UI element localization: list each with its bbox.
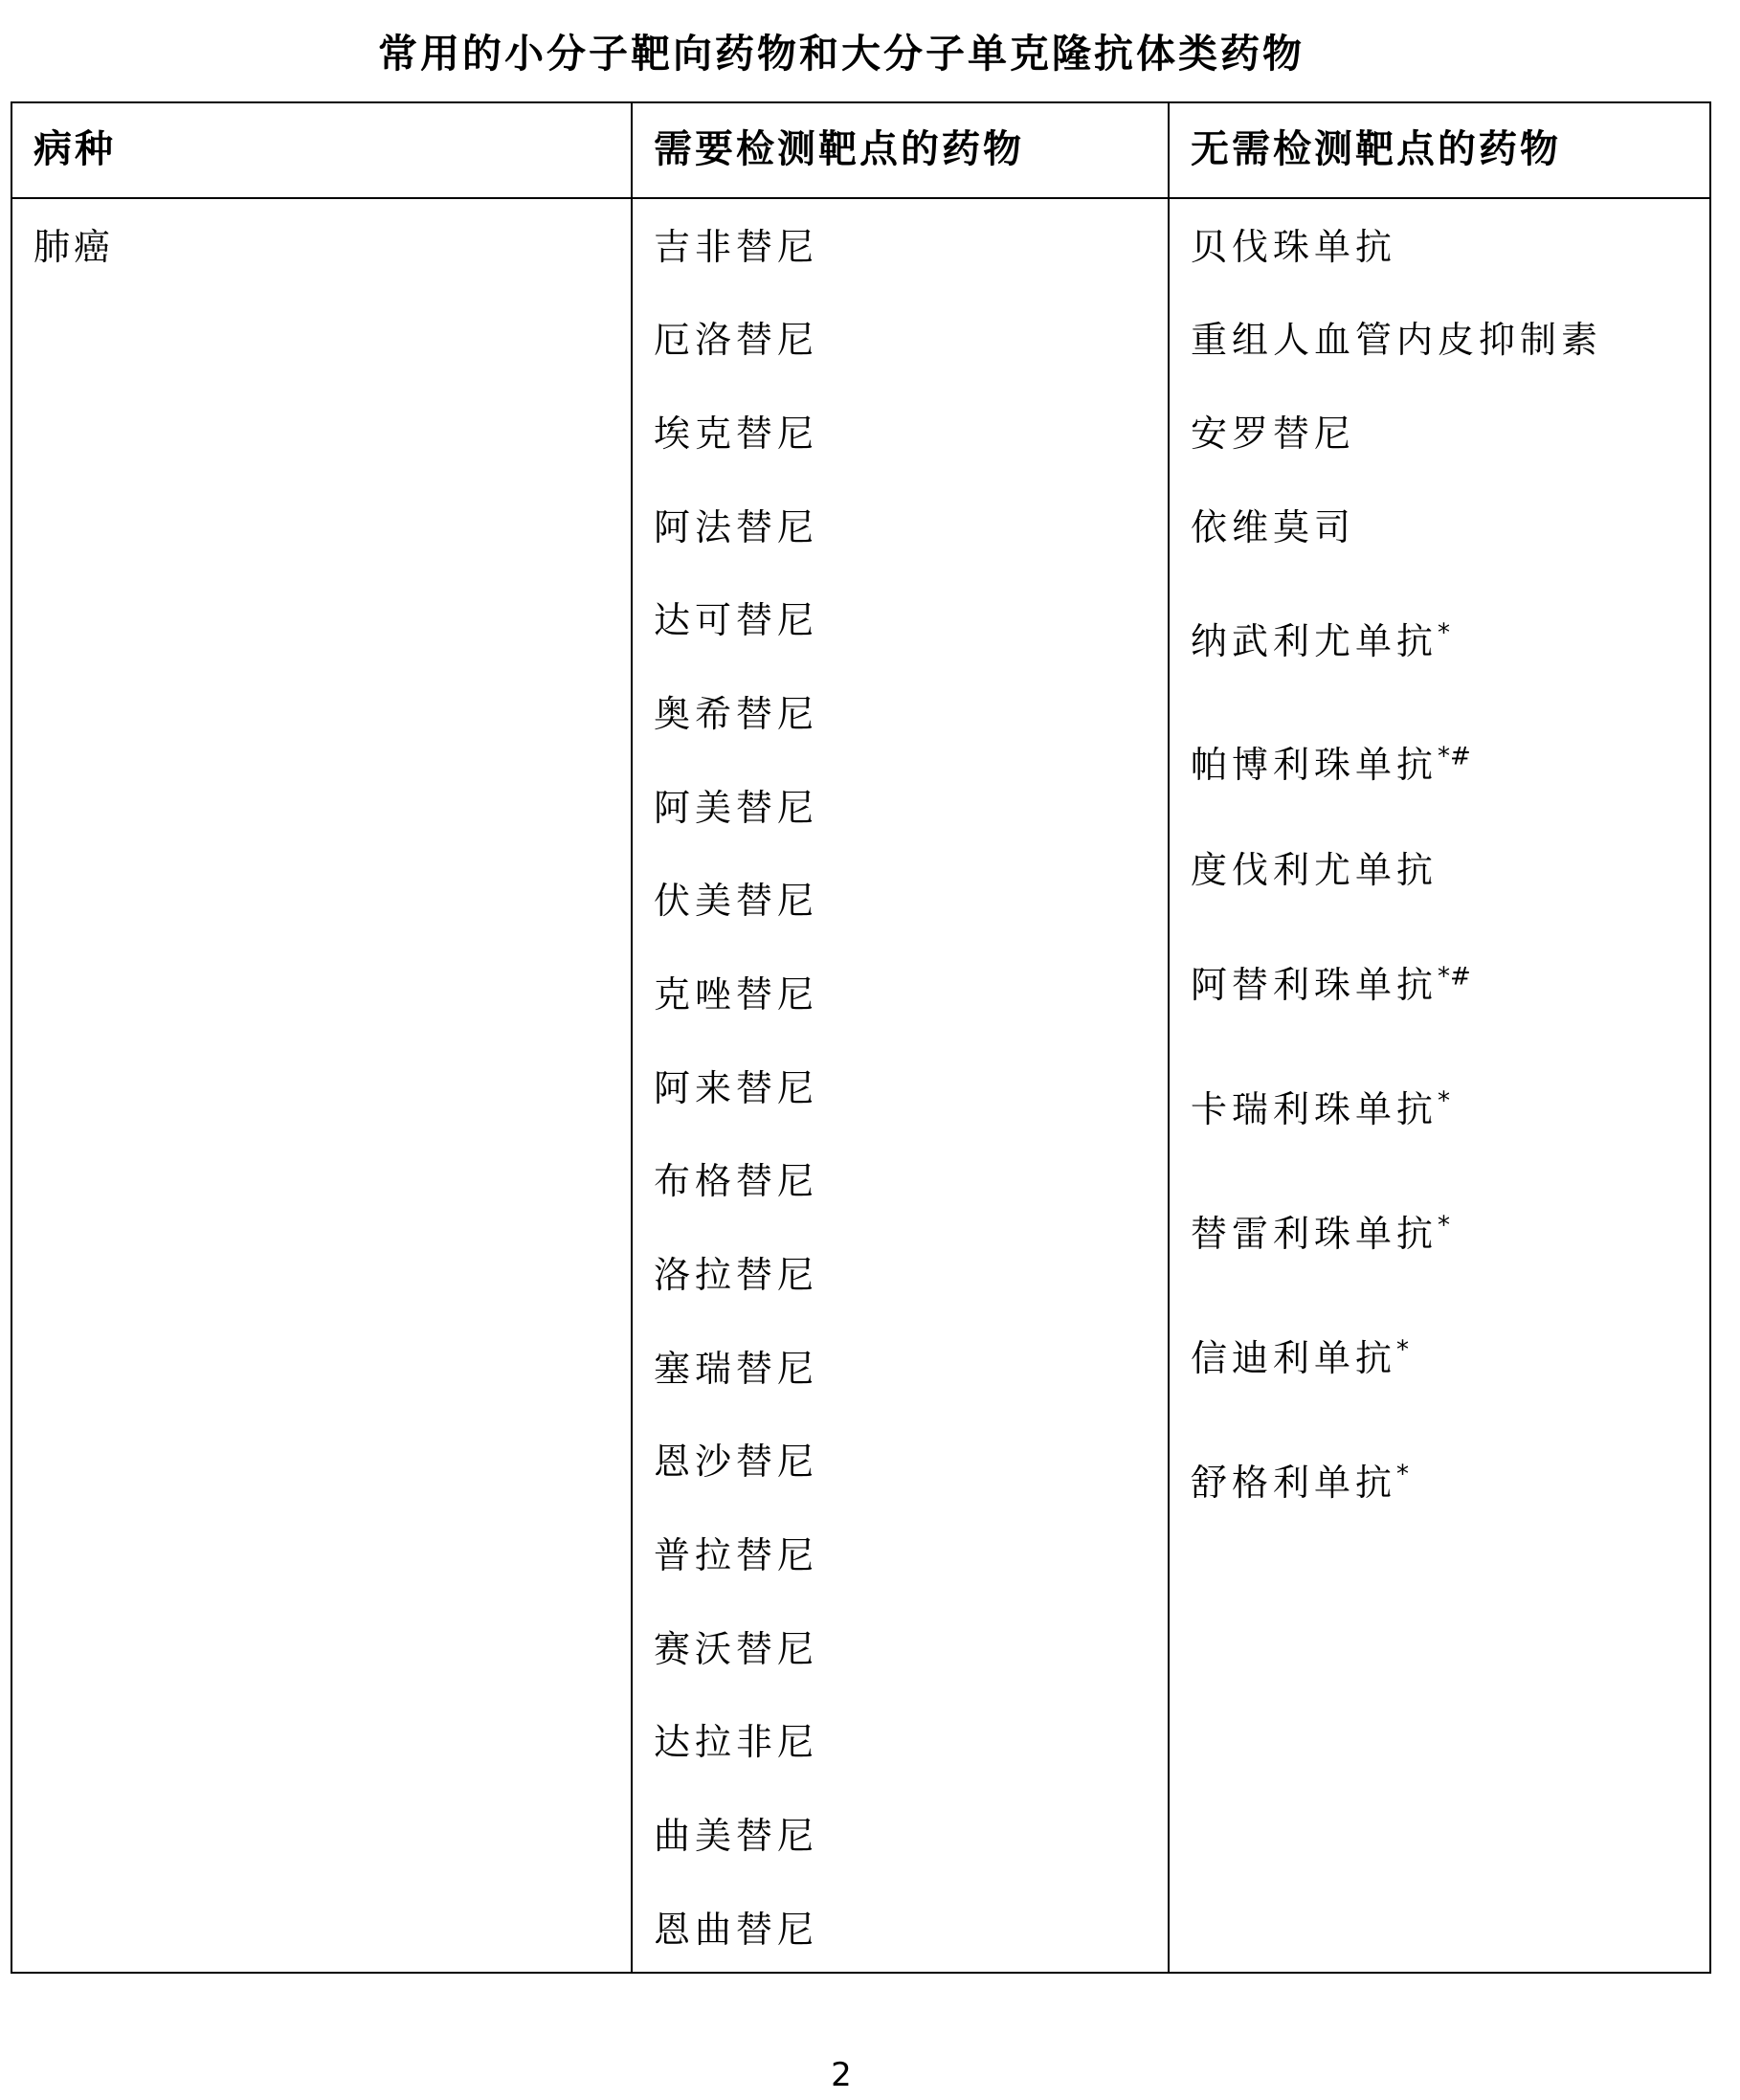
header-test-required: 需要检测靶点的药物 xyxy=(654,127,1024,171)
drug-name: 安罗替尼 xyxy=(1191,413,1356,455)
no-test-required-drug xyxy=(1191,742,1471,788)
disease-cell: 肺癌 xyxy=(33,226,115,268)
drug-mark: *# xyxy=(1438,742,1471,771)
no-test-required-drug xyxy=(1191,847,1438,893)
drug-name: 纳武利尤单抗 xyxy=(1191,620,1439,662)
test-required-drug: 阿来替尼 xyxy=(654,1067,819,1109)
test-required-drug: 塞瑞替尼 xyxy=(654,1348,819,1390)
no-test-required-drug xyxy=(1191,1335,1409,1381)
drug-mark: *# xyxy=(1438,962,1471,992)
test-required-drug: 恩沙替尼 xyxy=(654,1441,819,1483)
header-divider xyxy=(12,197,1709,199)
drug-mark: * xyxy=(1438,1086,1451,1116)
test-required-drug: 阿法替尼 xyxy=(654,506,819,548)
drug-name: 重组人血管内皮抑制素 xyxy=(1191,319,1603,361)
test-required-drug: 克唑替尼 xyxy=(654,973,819,1016)
drug-mark: * xyxy=(1438,618,1451,648)
no-test-required-drug xyxy=(1191,317,1602,363)
column-divider-2 xyxy=(1168,103,1170,1972)
no-test-required-drug xyxy=(1191,962,1471,1008)
test-required-drug: 奥希替尼 xyxy=(654,693,819,735)
test-required-drug: 曲美替尼 xyxy=(654,1815,819,1857)
drug-name: 舒格利单抗 xyxy=(1191,1462,1397,1504)
page-number: 2 xyxy=(831,2056,852,2094)
test-required-drug: 厄洛替尼 xyxy=(654,319,819,361)
no-test-required-drug xyxy=(1191,1086,1450,1132)
test-required-drug: 埃克替尼 xyxy=(654,413,819,455)
drug-mark: * xyxy=(1396,1335,1410,1365)
test-required-drug: 赛沃替尼 xyxy=(654,1628,819,1670)
drug-name: 依维莫司 xyxy=(1191,506,1356,548)
document-title: 常用的小分子靶向药物和大分子单克隆抗体类药物 xyxy=(378,31,1305,77)
test-required-drug: 吉非替尼 xyxy=(654,226,819,268)
test-required-drug: 达拉非尼 xyxy=(654,1721,819,1763)
drug-name: 卡瑞利珠单抗 xyxy=(1191,1088,1439,1130)
no-test-required-drug xyxy=(1191,411,1355,457)
drug-name: 信迪利单抗 xyxy=(1191,1337,1397,1379)
drug-name: 度伐利尤单抗 xyxy=(1191,849,1439,891)
drug-name: 替雷利珠单抗 xyxy=(1191,1213,1439,1255)
test-required-drug: 布格替尼 xyxy=(654,1160,819,1202)
test-required-drug: 阿美替尼 xyxy=(654,787,819,829)
drug-name: 阿替利珠单抗 xyxy=(1191,964,1439,1006)
drug-mark: * xyxy=(1438,1211,1451,1240)
column-divider-1 xyxy=(631,103,633,1972)
test-required-drug: 伏美替尼 xyxy=(654,880,819,922)
header-disease: 病种 xyxy=(33,127,116,171)
drug-name: 贝伐珠单抗 xyxy=(1191,226,1397,268)
drug-name: 帕博利珠单抗 xyxy=(1191,744,1439,786)
no-test-required-drug xyxy=(1191,618,1450,664)
no-test-required-drug xyxy=(1191,1460,1409,1506)
header-no-test-required: 无需检测靶点的药物 xyxy=(1191,127,1561,171)
test-required-drug: 普拉替尼 xyxy=(654,1534,819,1576)
no-test-required-drug xyxy=(1191,504,1355,550)
drug-mark: * xyxy=(1396,1460,1410,1489)
no-test-required-drug xyxy=(1191,1211,1450,1257)
test-required-drug: 洛拉替尼 xyxy=(654,1254,819,1296)
no-test-required-drug xyxy=(1191,224,1396,270)
test-required-drug: 达可替尼 xyxy=(654,599,819,641)
test-required-drug: 恩曲替尼 xyxy=(654,1909,819,1951)
drug-table xyxy=(11,101,1711,1974)
